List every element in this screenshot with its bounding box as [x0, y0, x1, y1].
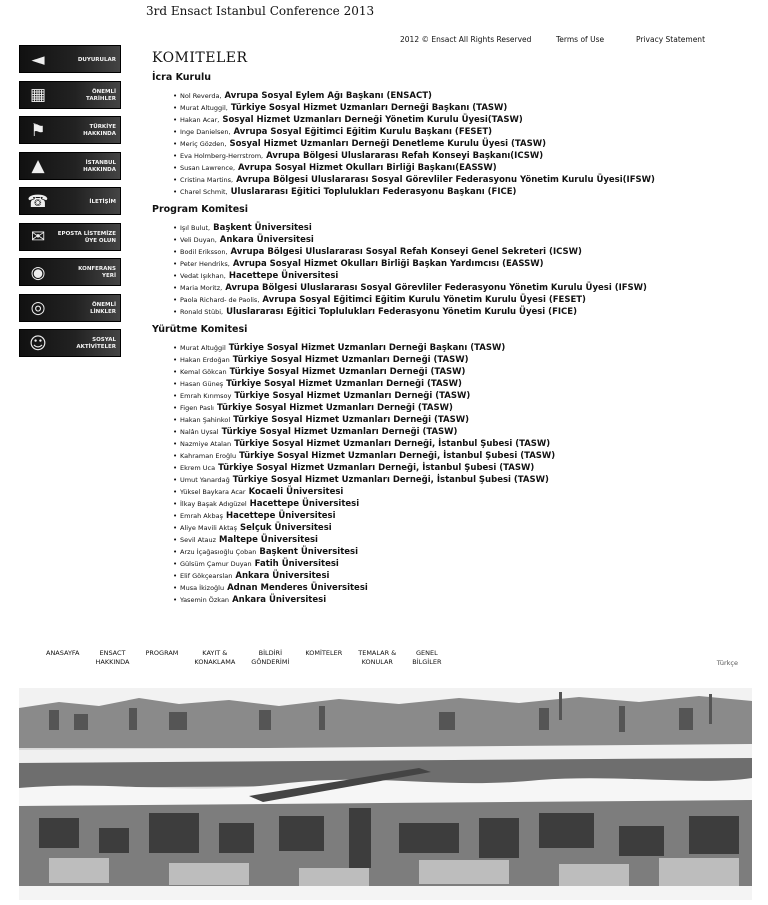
list-item [174, 582, 752, 594]
calendar-icon: ▦ [29, 85, 47, 105]
member-name: Gülsüm Çamur Duyan [180, 560, 252, 568]
member-organization: Ankara Üniversitesi [219, 235, 314, 245]
city-icon: ▲ [31, 156, 45, 176]
member-organization: Adnan Menderes Üniversitesi [227, 583, 368, 593]
privacy-link[interactable]: Privacy Statement [636, 35, 706, 44]
sidebar-item-konferans-yeri[interactable] [19, 258, 121, 286]
sidebar-item-eposta-listemize-üye-olun[interactable] [19, 223, 121, 251]
member-name: Meriç Gözden, [180, 140, 227, 148]
sidebar-menu [19, 45, 122, 365]
list-item [174, 402, 752, 414]
section-title: Yürütme Komitesi [152, 324, 248, 335]
list-item [174, 474, 752, 486]
member-name: Cristina Martins, [180, 176, 234, 184]
member-organization: Avrupa Bölgesi Uluslararası Refah Konseyi Başkanı(ICSW) [266, 151, 544, 161]
list-item [174, 450, 752, 462]
nav-item-ensact[interactable]: ENSACT HAKKINDA [95, 649, 130, 666]
member-name: İlkay Başak Adıgüzel [180, 500, 247, 508]
member-organization: Türkiye Sosyal Hizmet Uzmanları Derneği (TASW) [221, 427, 458, 437]
member-organization: Türkiye Sosyal Hizmet Uzmanları Derneği (TASW) [217, 403, 453, 413]
member-name: Paola Richard- de Paolis, [180, 296, 260, 304]
member-name: Aliye Mavili Aktaş [180, 524, 238, 532]
member-organization: Türkiye Sosyal Hizmet Uzmanları Derneği Başkanı (TASW) [228, 343, 506, 353]
member-name: Işıl Bulut, [180, 224, 211, 232]
member-organization: Fatih Üniversitesi [254, 559, 339, 569]
istanbul-panorama-image [19, 688, 752, 900]
member-name: Umut Yanardağ [180, 476, 230, 484]
member-organization: Ankara Üniversitesi [232, 595, 327, 605]
member-name: Vedat Işıkhan, [180, 272, 226, 280]
list-item [174, 462, 752, 474]
list-item [174, 114, 752, 126]
sidebar-item-label: TÜRKİYE HAKKINDA [83, 124, 116, 137]
sidebar-item-iletişim[interactable] [19, 187, 121, 215]
member-organization: Türkiye Sosyal Hizmet Uzmanları Derneği, İstanbul Şubesi (TASW) [239, 451, 556, 461]
list-item [174, 90, 752, 102]
member-name: Nol Reverda, [180, 92, 222, 100]
list-item [174, 282, 752, 294]
list-item [174, 246, 752, 258]
member-name: Yüksel Baykara Acar [180, 488, 246, 496]
nav-item-komiteler[interactable]: KOMİTELER [305, 649, 343, 657]
member-name: Arzu İçağasıoğlu Çoban [180, 548, 257, 556]
member-organization: Avrupa Bölgesi Uluslararası Sosyal Görevliler Federasyonu Yönetim Kurulu Üyesi(IFSW) [236, 175, 655, 185]
member-organization: Türkiye Sosyal Hizmet Uzmanları Derneği (TASW) [229, 367, 466, 377]
member-name: Veli Duyan, [180, 236, 217, 244]
list-item [174, 102, 752, 114]
list-item [174, 558, 752, 570]
member-organization: Avrupa Bölgesi Uluslararası Sosyal Refah Konseyi Genel Sekreteri (ICSW) [230, 247, 582, 257]
nav-item-bildiri[interactable]: BİLDİRİ GÖNDERİMİ [251, 649, 290, 666]
list-item [174, 414, 752, 426]
section-title: Program Komitesi [152, 204, 249, 215]
list-item [174, 222, 752, 234]
nav-item-anasayfa[interactable]: ANASAYFA [46, 649, 80, 657]
member-list [152, 222, 752, 318]
list-item [174, 438, 752, 450]
list-item [174, 258, 752, 270]
member-organization: Başkent Üniversitesi [259, 547, 359, 557]
list-item [174, 378, 752, 390]
sidebar-item-label: İSTANBUL HAKKINDA [83, 159, 116, 173]
member-organization: Avrupa Sosyal Eylem Ağı Başkanı (ENSACT) [224, 91, 432, 101]
megaphone-icon: ◄ [31, 49, 45, 70]
member-list [152, 90, 752, 198]
member-name: Nalân Uysal [180, 428, 219, 436]
nav-item-temalar[interactable]: TEMALAR & KONULAR [358, 649, 397, 666]
member-name: Maria Moritz, [180, 284, 223, 292]
member-name: Hakan Acar, [180, 116, 220, 124]
member-name: Murat Altuggil, [180, 104, 228, 112]
member-organization: Türkiye Sosyal Hizmet Uzmanları Derneği (TASW) [233, 415, 470, 425]
member-name: Inge Danielsen, [180, 128, 231, 136]
list-item [174, 366, 752, 378]
list-item [174, 498, 752, 510]
bottom-navigation [46, 649, 738, 679]
sidebar-item-istanbul-hakkinda[interactable] [19, 152, 121, 180]
member-organization: Türkiye Sosyal Hizmet Uzmanları Derneği Başkanı (TASW) [230, 103, 508, 113]
member-name: Musa İkizoğlu [180, 584, 225, 592]
list-item [174, 546, 752, 558]
member-organization: Avrupa Sosyal Eğitimci Eğitim Kurulu Yönetim Kurulu Üyesi (FESET) [262, 295, 586, 305]
member-name: Elif Gökçearslan [180, 572, 233, 580]
member-organization: Başkent Üniversitesi [213, 223, 312, 233]
member-name: Emrah Akbaş [180, 512, 223, 520]
member-name: Figen Paslı [180, 404, 214, 412]
list-item [174, 174, 752, 186]
member-organization: Türkiye Sosyal Hizmet Uzmanları Derneği, İstanbul Şubesi (TASW) [232, 475, 549, 485]
globe-icon: ◎ [30, 298, 46, 318]
member-organization: Hacettepe Üniversitesi [226, 511, 336, 521]
phone-icon: ☎ [27, 191, 49, 212]
member-name: Nazmiye Atalan [180, 440, 232, 448]
sidebar-item-türkiye-hakkinda[interactable] [19, 116, 121, 144]
member-name: Ekrem Uca [180, 464, 216, 472]
member-organization: Maltepe Üniversitesi [219, 535, 318, 545]
flag-icon: ⚑ [30, 120, 46, 141]
member-name: Eva Holmberg-Herrstrom, [180, 152, 264, 160]
sidebar-item-label: ÖNEMLİ TARİHLER [86, 88, 116, 102]
list-item [174, 390, 752, 402]
nav-item-genel[interactable]: GENEL BİLGİLER [412, 649, 442, 666]
nav-item-kayit[interactable]: KAYIT & KONAKLAMA [194, 649, 236, 666]
member-name: Ronald Stübi, [180, 308, 224, 316]
member-organization: Uluslararası Eğitici Toplulukları Federasyonu Başkanı (FICE) [230, 187, 517, 197]
terms-link[interactable]: Terms of Use [556, 35, 605, 44]
member-name: Hakan Şahinkol [180, 416, 231, 424]
sidebar-item-önemli-linkler[interactable] [19, 294, 121, 322]
list-item [174, 522, 752, 534]
member-name: Emrah Kırımsoy [180, 392, 232, 400]
member-name: Hasan Güneş [180, 380, 224, 388]
list-item [174, 270, 752, 282]
member-organization: Türkiye Sosyal Hizmet Uzmanları Derneği (TASW) [226, 379, 462, 389]
member-organization: Türkiye Sosyal Hizmet Uzmanları Derneği (TASW) [232, 355, 469, 365]
list-item [174, 162, 752, 174]
list-item [174, 534, 752, 546]
list-item [174, 234, 752, 246]
sidebar-item-label: DUYURULAR [77, 56, 116, 63]
people-icon: ☺ [29, 333, 47, 354]
page-title: KOMITELER [152, 50, 248, 66]
site-title: 3rd Ensact Istanbul Conference 2013 [146, 4, 375, 18]
member-organization: Kocaeli Üniversitesi [248, 487, 344, 497]
copyright-text: 2012 © Ensact All Rights Reserved [400, 35, 532, 44]
member-organization: Avrupa Sosyal Hizmet Okulları Birliği Başkanı(EASSW) [238, 163, 497, 173]
member-organization: Türkiye Sosyal Hizmet Uzmanları Derneği, İstanbul Şubesi (TASW) [234, 439, 551, 449]
language-switch[interactable]: Türkçe [716, 659, 738, 667]
member-list [152, 342, 752, 606]
member-name: Bodil Eriksson, [180, 248, 228, 256]
member-organization: Türkiye Sosyal Hizmet Uzmanları Derneği, İstanbul Şubesi (TASW) [218, 463, 535, 473]
nav-item-program[interactable]: PROGRAM [145, 649, 179, 657]
committee-sections [152, 72, 752, 606]
main-content [152, 50, 752, 612]
list-item [174, 342, 752, 354]
sidebar-item-önemli-tarihler[interactable] [19, 81, 121, 109]
member-organization: Sosyal Hizmet Uzmanları Derneği Yönetim Kurulu Üyesi(TASW) [222, 115, 523, 125]
member-name: Murat Altuğgil [180, 344, 226, 352]
member-name: Sevil Atauz [180, 536, 217, 544]
list-item [174, 510, 752, 522]
sidebar-item-label: KONFERANS YERİ [78, 266, 116, 279]
list-item [174, 138, 752, 150]
list-item [174, 306, 752, 318]
member-organization: Uluslararası Eğitici Toplulukları Federasyonu Yönetim Kurulu Üyesi (FICE) [226, 307, 577, 317]
member-organization: Sosyal Hizmet Uzmanları Derneği Denetleme Kurulu Üyesi (TASW) [229, 139, 546, 149]
member-name: Hakan Erdoğan [180, 356, 230, 364]
sidebar-item-label: ÖNEMLİ LİNKLER [90, 301, 116, 315]
member-organization: Ankara Üniversitesi [235, 571, 330, 581]
list-item [174, 486, 752, 498]
member-organization: Avrupa Sosyal Hizmet Okulları Birliği Başkan Yardımcısı (EASSW) [232, 259, 544, 269]
member-name: Kemal Gökcan [180, 368, 227, 376]
list-item [174, 354, 752, 366]
list-item [174, 294, 752, 306]
member-name: Susan Lawrence, [180, 164, 236, 172]
map-pin-icon: ◉ [30, 262, 46, 283]
list-item [174, 186, 752, 198]
member-name: Kahraman Eroğlu [180, 452, 237, 460]
list-item [174, 594, 752, 606]
list-item [174, 150, 752, 162]
list-item [174, 126, 752, 138]
member-organization: Selçuk Üniversitesi [240, 523, 332, 533]
member-organization: Hacettepe Üniversitesi [228, 271, 339, 281]
member-name: Charel Schmit, [180, 188, 228, 196]
sidebar-item-label: SOSYAL AKTİVİTELER [76, 337, 116, 350]
mail-icon: ✉ [30, 227, 46, 247]
top-links [400, 35, 728, 44]
list-item [174, 570, 752, 582]
sidebar-item-label: İLETİŞİM [89, 198, 116, 205]
sidebar-item-label: EPOSTA LİSTEMİZE ÜYE OLUN [57, 230, 116, 244]
section-title: İcra Kurulu [152, 72, 211, 83]
sidebar-item-sosyal-aktiviteler[interactable] [19, 329, 121, 357]
member-name: Peter Hendriks, [180, 260, 230, 268]
member-organization: Hacettepe Üniversitesi [249, 499, 360, 509]
member-organization: Türkiye Sosyal Hizmet Uzmanları Derneği (TASW) [234, 391, 471, 401]
member-name: Yasemin Özkan [180, 596, 230, 604]
sidebar-item-duyurular[interactable] [19, 45, 121, 73]
member-organization: Avrupa Sosyal Eğitimci Eğitim Kurulu Başkanı (FESET) [233, 127, 493, 137]
list-item [174, 426, 752, 438]
member-organization: Avrupa Bölgesi Uluslararası Sosyal Görevliler Federasyonu Yönetim Kurulu Üyesi (IFSW) [225, 283, 647, 293]
